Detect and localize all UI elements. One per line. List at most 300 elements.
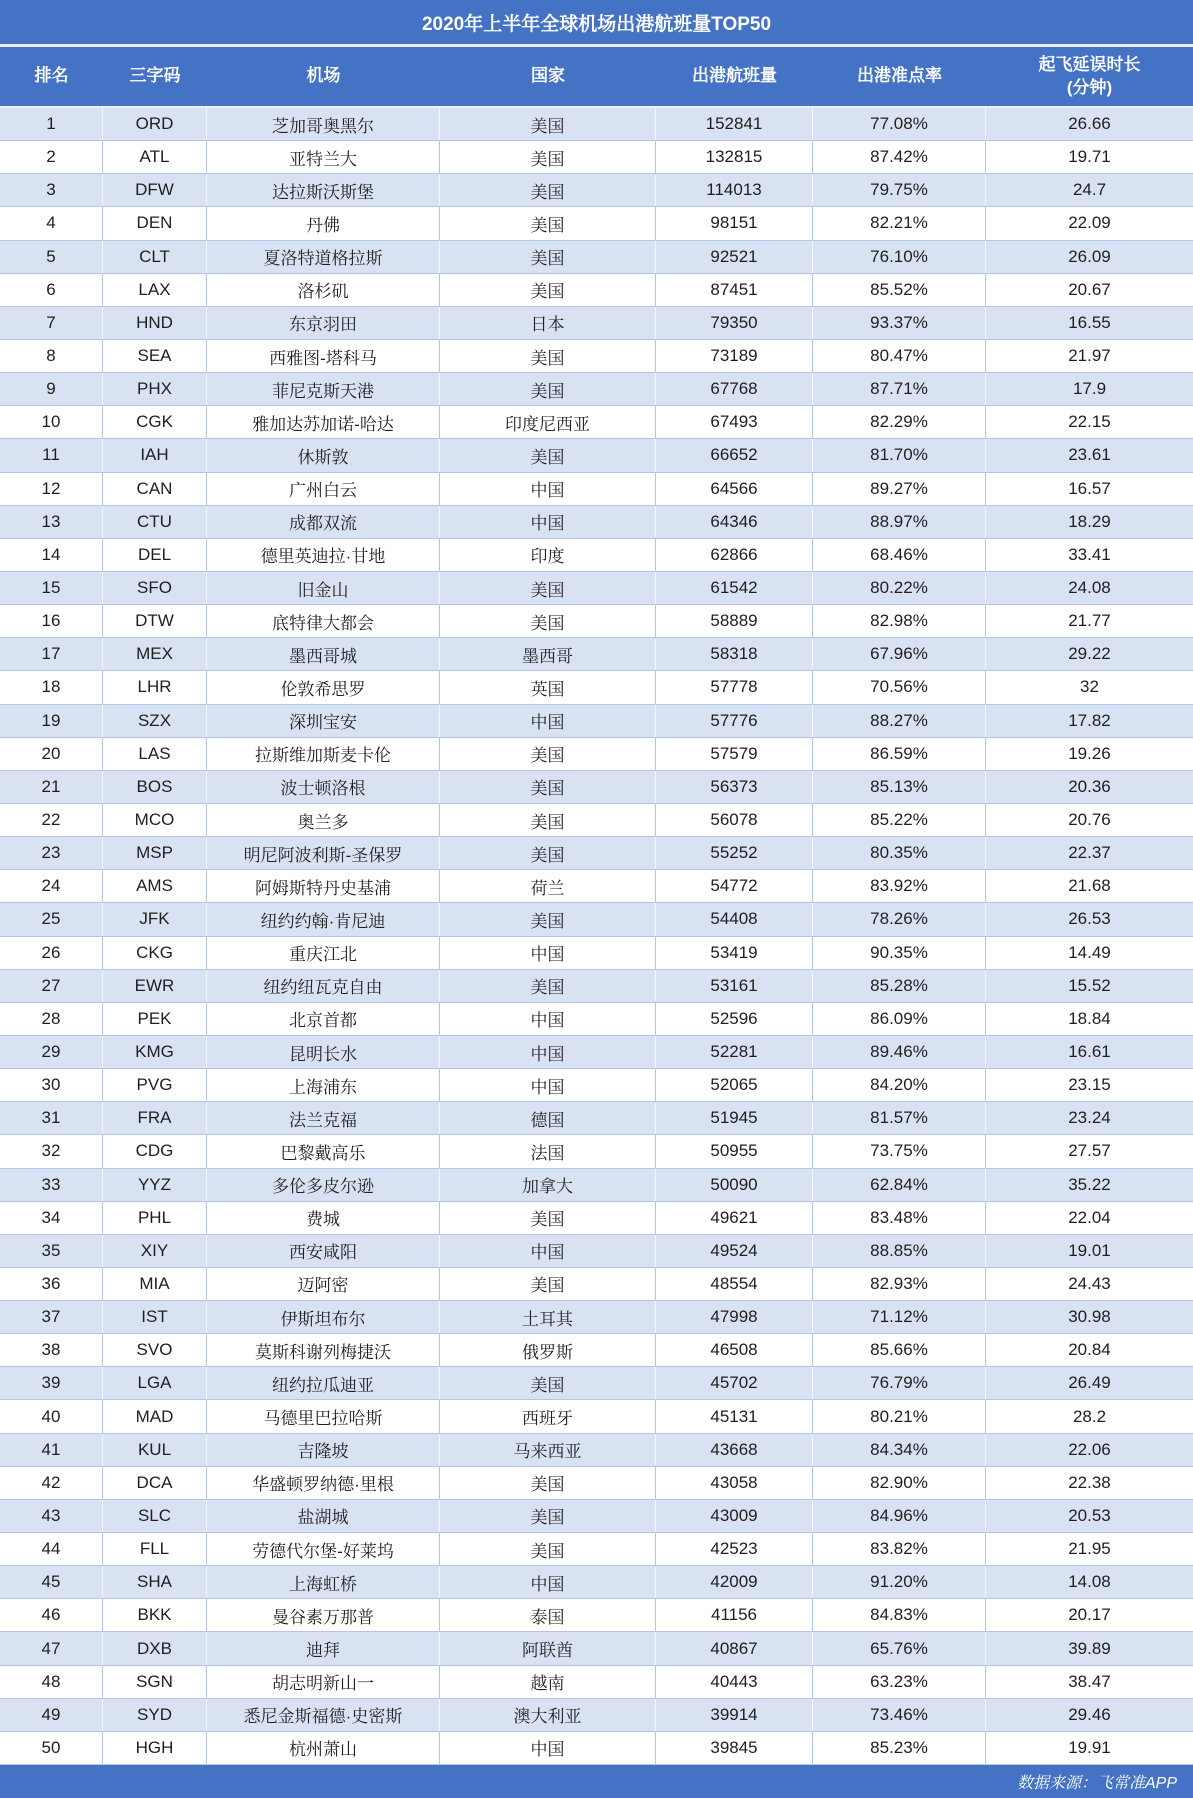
cell-code: DEN [103, 207, 207, 239]
col-rank [0, 47, 103, 106]
cell-delay: 24.08 [1068, 578, 1111, 598]
cell-ontime: 80.35% [813, 837, 986, 869]
table-row [0, 439, 1193, 472]
cell-ontime: 81.70% [813, 439, 986, 471]
cell-rank: 16 [0, 605, 103, 637]
cell-airport: 奥兰多 [207, 804, 440, 836]
cell-rank: 41 [0, 1434, 103, 1466]
table-row [0, 406, 1193, 439]
cell-flights: 66652 [656, 439, 813, 471]
cell-rank: 45 [0, 1566, 103, 1598]
cell-delay: 19.91 [1068, 1737, 1111, 1757]
cell-country: 土耳其 [440, 1301, 656, 1333]
cell-ontime: 88.27% [813, 705, 986, 737]
cell-ontime: 73.75% [813, 1135, 986, 1167]
cell-delay: 35.22 [1068, 1174, 1111, 1194]
table-row [0, 373, 1193, 406]
cell-ontime: 88.97% [813, 506, 986, 538]
table-row [0, 1566, 1193, 1599]
cell-delay: 29.46 [1068, 1704, 1111, 1724]
cell-rank: 35 [0, 1235, 103, 1267]
cell-code: SFO [103, 572, 207, 604]
table-row [0, 1301, 1193, 1334]
cell-airport: 纽约约翰·肯尼迪 [207, 903, 440, 935]
cell-ontime: 63.23% [813, 1666, 986, 1698]
cell-rank: 50 [0, 1732, 103, 1764]
table-row [0, 837, 1193, 870]
cell-country: 中国 [440, 1003, 656, 1035]
cell-flights: 64566 [656, 473, 813, 505]
cell-rank: 34 [0, 1202, 103, 1234]
cell-country: 阿联酋 [440, 1632, 656, 1664]
cell-flights: 53161 [656, 970, 813, 1002]
cell-flights: 56373 [656, 771, 813, 803]
cell-country: 加拿大 [440, 1169, 656, 1201]
cell-rank: 46 [0, 1599, 103, 1631]
cell-ontime: 62.84% [813, 1169, 986, 1201]
cell-flights: 79350 [656, 307, 813, 339]
table-row [0, 1036, 1193, 1069]
table-header-row [0, 47, 1193, 108]
cell-rank: 29 [0, 1036, 103, 1068]
cell-country: 日本 [440, 307, 656, 339]
cell-flights: 49524 [656, 1235, 813, 1267]
cell-code: SEA [103, 340, 207, 372]
cell-flights: 67493 [656, 406, 813, 438]
cell-ontime: 82.21% [813, 207, 986, 239]
cell-rank: 7 [0, 307, 103, 339]
cell-ontime: 77.08% [813, 108, 986, 140]
cell-country: 美国 [440, 340, 656, 372]
table-row [0, 274, 1193, 307]
cell-rank: 14 [0, 539, 103, 571]
cell-code: HND [103, 307, 207, 339]
cell-airport: 迪拜 [207, 1632, 440, 1664]
cell-airport: 休斯敦 [207, 439, 440, 471]
table-row [0, 1732, 1193, 1765]
table-row [0, 1268, 1193, 1301]
cell-code: SHA [103, 1566, 207, 1598]
cell-rank: 23 [0, 837, 103, 869]
cell-ontime: 93.37% [813, 307, 986, 339]
cell-code: SLC [103, 1500, 207, 1532]
cell-airport: 华盛顿罗纳德·里根 [207, 1467, 440, 1499]
cell-airport: 纽约纽瓦克自由 [207, 970, 440, 1002]
cell-code: LHR [103, 671, 207, 703]
cell-flights: 57579 [656, 738, 813, 770]
cell-code: LAX [103, 274, 207, 306]
cell-country: 美国 [440, 738, 656, 770]
cell-airport: 盐湖城 [207, 1500, 440, 1532]
cell-airport: 曼谷素万那普 [207, 1599, 440, 1631]
cell-airport: 法兰克福 [207, 1102, 440, 1134]
table-row [0, 804, 1193, 837]
cell-country: 美国 [440, 108, 656, 140]
cell-delay: 18.29 [1068, 511, 1111, 531]
cell-rank: 43 [0, 1500, 103, 1532]
cell-code: KUL [103, 1434, 207, 1466]
cell-ontime: 82.93% [813, 1268, 986, 1300]
cell-code: FRA [103, 1102, 207, 1134]
cell-code: MIA [103, 1268, 207, 1300]
cell-flights: 73189 [656, 340, 813, 372]
cell-ontime: 82.29% [813, 406, 986, 438]
cell-airport: 旧金山 [207, 572, 440, 604]
cell-airport: 重庆江北 [207, 937, 440, 969]
cell-airport: 悉尼金斯福德·史密斯 [207, 1699, 440, 1731]
cell-country: 美国 [440, 1500, 656, 1532]
cell-country: 中国 [440, 937, 656, 969]
table-row [0, 605, 1193, 638]
cell-country: 美国 [440, 970, 656, 1002]
cell-rank: 13 [0, 506, 103, 538]
cell-country: 中国 [440, 473, 656, 505]
cell-ontime: 89.46% [813, 1036, 986, 1068]
table-row [0, 241, 1193, 274]
cell-delay: 33.41 [1068, 544, 1111, 564]
page-title: 2020年上半年全球机场出港航班量TOP50 [0, 0, 1193, 47]
cell-airport: 伊斯坦布尔 [207, 1301, 440, 1333]
table-row [0, 970, 1193, 1003]
cell-country: 美国 [440, 207, 656, 239]
cell-country: 法国 [440, 1135, 656, 1167]
cell-ontime: 68.46% [813, 539, 986, 571]
cell-rank: 25 [0, 903, 103, 935]
cell-country: 美国 [440, 1268, 656, 1300]
cell-delay: 22.38 [1068, 1472, 1111, 1492]
cell-country: 印度 [440, 539, 656, 571]
cell-ontime: 80.22% [813, 572, 986, 604]
cell-rank: 18 [0, 671, 103, 703]
table-row [0, 870, 1193, 903]
footer-bar [0, 1765, 1193, 1798]
table-row [0, 738, 1193, 771]
cell-airport: 达拉斯沃斯堡 [207, 174, 440, 206]
cell-airport: 多伦多皮尔逊 [207, 1169, 440, 1201]
cell-flights: 58889 [656, 605, 813, 637]
cell-ontime: 89.27% [813, 473, 986, 505]
cell-ontime: 85.13% [813, 771, 986, 803]
cell-airport: 东京羽田 [207, 307, 440, 339]
cell-country: 泰国 [440, 1599, 656, 1631]
cell-flights: 42523 [656, 1533, 813, 1565]
cell-airport: 成都双流 [207, 506, 440, 538]
col-delay-sublabel: (分钟) [1066, 77, 1113, 97]
cell-code: DEL [103, 539, 207, 571]
col-ontime [813, 47, 986, 106]
cell-airport: 纽约拉瓜迪亚 [207, 1367, 440, 1399]
cell-rank: 19 [0, 705, 103, 737]
cell-delay: 21.68 [1068, 876, 1111, 896]
cell-flights: 43058 [656, 1467, 813, 1499]
cell-ontime: 82.90% [813, 1467, 986, 1499]
cell-ontime: 80.21% [813, 1400, 986, 1432]
cell-delay: 23.15 [1068, 1075, 1111, 1095]
cell-flights: 40867 [656, 1632, 813, 1664]
cell-delay: 20.84 [1068, 1340, 1111, 1360]
col-delay-label: 起飞延误时长 [1038, 54, 1141, 74]
cell-airport: 迈阿密 [207, 1268, 440, 1300]
table-row [0, 1202, 1193, 1235]
cell-code: XIY [103, 1235, 207, 1267]
cell-code: JFK [103, 903, 207, 935]
cell-delay: 14.49 [1068, 942, 1111, 962]
cell-country: 中国 [440, 1732, 656, 1764]
cell-delay: 26.66 [1068, 114, 1111, 134]
cell-delay: 16.61 [1068, 1042, 1111, 1061]
table-row [0, 572, 1193, 605]
cell-delay: 24.7 [1072, 180, 1107, 200]
cell-ontime: 79.75% [813, 174, 986, 206]
cell-code: LAS [103, 738, 207, 770]
cell-delay: 20.36 [1068, 776, 1111, 796]
cell-flights: 57776 [656, 705, 813, 737]
cell-delay: 21.97 [1068, 346, 1111, 366]
cell-delay: 19.26 [1068, 743, 1111, 763]
cell-country: 美国 [440, 241, 656, 273]
cell-airport: 北京首都 [207, 1003, 440, 1035]
cell-rank: 6 [0, 274, 103, 306]
cell-ontime: 91.20% [813, 1566, 986, 1598]
cell-airport: 墨西哥城 [207, 638, 440, 670]
col-rank-label: 排名 [34, 66, 69, 86]
cell-airport: 吉隆坡 [207, 1434, 440, 1466]
cell-flights: 52065 [656, 1069, 813, 1101]
table-row [0, 1400, 1193, 1433]
cell-code: CLT [103, 241, 207, 273]
table-row [0, 1367, 1193, 1400]
cell-delay: 38.47 [1068, 1671, 1111, 1691]
cell-rank: 15 [0, 572, 103, 604]
cell-flights: 92521 [656, 241, 813, 273]
cell-flights: 61542 [656, 572, 813, 604]
cell-ontime: 84.96% [813, 1500, 986, 1532]
table-row [0, 771, 1193, 804]
cell-rank: 12 [0, 473, 103, 505]
cell-delay: 26.53 [1068, 909, 1111, 929]
cell-code: DXB [103, 1632, 207, 1664]
cell-ontime: 82.98% [813, 605, 986, 637]
cell-rank: 2 [0, 141, 103, 173]
cell-code: ORD [103, 108, 207, 140]
cell-flights: 43668 [656, 1434, 813, 1466]
cell-delay: 20.53 [1068, 1505, 1111, 1525]
cell-country: 印度尼西亚 [440, 406, 656, 438]
cell-code: KMG [103, 1036, 207, 1068]
cell-rank: 1 [0, 108, 103, 140]
cell-country: 美国 [440, 174, 656, 206]
cell-airport: 莫斯科谢列梅捷沃 [207, 1334, 440, 1366]
cell-ontime: 80.47% [813, 340, 986, 372]
cell-delay: 23.61 [1068, 445, 1111, 465]
cell-flights: 48554 [656, 1268, 813, 1300]
cell-delay: 16.57 [1068, 478, 1111, 498]
cell-airport: 马德里巴拉哈斯 [207, 1400, 440, 1432]
cell-airport: 昆明长水 [207, 1036, 440, 1068]
cell-code: CGK [103, 406, 207, 438]
cell-country: 荷兰 [440, 870, 656, 902]
cell-delay: 23.24 [1068, 1108, 1111, 1128]
cell-ontime: 85.23% [813, 1732, 986, 1764]
cell-rank: 49 [0, 1699, 103, 1731]
cell-code: MEX [103, 638, 207, 670]
cell-flights: 52596 [656, 1003, 813, 1035]
cell-rank: 11 [0, 439, 103, 471]
col-airport-label: 机场 [306, 66, 341, 86]
cell-country: 中国 [440, 1036, 656, 1068]
cell-rank: 48 [0, 1666, 103, 1698]
cell-country: 美国 [440, 837, 656, 869]
col-code [103, 47, 207, 106]
cell-rank: 31 [0, 1102, 103, 1134]
cell-code: BKK [103, 1599, 207, 1631]
cell-country: 俄罗斯 [440, 1334, 656, 1366]
cell-country: 美国 [440, 903, 656, 935]
cell-code: SYD [103, 1699, 207, 1731]
cell-delay: 19.01 [1068, 1240, 1111, 1260]
cell-delay: 26.09 [1068, 246, 1111, 266]
cell-rank: 8 [0, 340, 103, 372]
cell-code: SGN [103, 1666, 207, 1698]
cell-flights: 87451 [656, 274, 813, 306]
cell-airport: 底特律大都会 [207, 605, 440, 637]
cell-code: DCA [103, 1467, 207, 1499]
cell-airport: 明尼阿波利斯-圣保罗 [207, 837, 440, 869]
table-row [0, 937, 1193, 970]
table-row [0, 1334, 1193, 1367]
cell-rank: 10 [0, 406, 103, 438]
cell-flights: 98151 [656, 207, 813, 239]
cell-rank: 40 [0, 1400, 103, 1432]
col-ontime-label: 出港准点率 [857, 66, 942, 86]
cell-delay: 30.98 [1068, 1307, 1111, 1327]
cell-rank: 42 [0, 1467, 103, 1499]
data-source-label: 数据来源：飞常准APP [1016, 1775, 1177, 1792]
cell-delay: 17.82 [1068, 710, 1111, 730]
cell-delay: 18.84 [1068, 1008, 1111, 1028]
cell-ontime: 85.22% [813, 804, 986, 836]
table-row [0, 1533, 1193, 1566]
cell-ontime: 85.52% [813, 274, 986, 306]
cell-airport: 雅加达苏加诺-哈达 [207, 406, 440, 438]
cell-country: 美国 [440, 439, 656, 471]
col-delay [986, 47, 1193, 106]
cell-rank: 38 [0, 1334, 103, 1366]
cell-code: FLL [103, 1533, 207, 1565]
cell-ontime: 67.96% [813, 638, 986, 670]
table-row [0, 473, 1193, 506]
cell-code: MCO [103, 804, 207, 836]
table-row [0, 1135, 1193, 1168]
cell-airport: 亚特兰大 [207, 141, 440, 173]
cell-code: DTW [103, 605, 207, 637]
cell-airport: 杭州萧山 [207, 1732, 440, 1764]
table-row [0, 207, 1193, 240]
table-row [0, 1699, 1193, 1732]
cell-ontime: 86.09% [813, 1003, 986, 1035]
cell-airport: 菲尼克斯天港 [207, 373, 440, 405]
cell-country: 美国 [440, 141, 656, 173]
col-country-label: 国家 [531, 66, 565, 86]
table-row [0, 1235, 1193, 1268]
cell-ontime: 84.83% [813, 1599, 986, 1631]
cell-code: BOS [103, 771, 207, 803]
cell-flights: 40443 [656, 1666, 813, 1698]
cell-ontime: 88.85% [813, 1235, 986, 1267]
cell-delay: 21.77 [1068, 611, 1111, 631]
cell-ontime: 65.76% [813, 1632, 986, 1664]
cell-airport: 广州白云 [207, 473, 440, 505]
cell-ontime: 84.20% [813, 1069, 986, 1101]
cell-rank: 4 [0, 207, 103, 239]
cell-airport: 西雅图-塔科马 [207, 340, 440, 372]
cell-flights: 39914 [656, 1699, 813, 1731]
cell-rank: 3 [0, 174, 103, 206]
cell-ontime: 87.42% [813, 141, 986, 173]
cell-flights: 114013 [656, 174, 813, 206]
cell-airport: 夏洛特道格拉斯 [207, 241, 440, 273]
table-row [0, 1500, 1193, 1533]
cell-code: PVG [103, 1069, 207, 1101]
cell-code: LGA [103, 1367, 207, 1399]
cell-flights: 45702 [656, 1367, 813, 1399]
cell-flights: 52281 [656, 1036, 813, 1068]
table-row [0, 108, 1193, 141]
cell-flights: 45131 [656, 1400, 813, 1432]
cell-country: 英国 [440, 671, 656, 703]
col-flights-label: 出港航班量 [692, 66, 777, 86]
cell-code: CAN [103, 473, 207, 505]
cell-flights: 49621 [656, 1202, 813, 1234]
cell-rank: 47 [0, 1632, 103, 1664]
cell-code: PEK [103, 1003, 207, 1035]
cell-ontime: 85.66% [813, 1334, 986, 1366]
cell-delay: 16.55 [1068, 312, 1111, 332]
cell-code: CKG [103, 937, 207, 969]
cell-country: 中国 [440, 1235, 656, 1267]
table-row [0, 638, 1193, 671]
cell-country: 美国 [440, 804, 656, 836]
cell-country: 美国 [440, 274, 656, 306]
cell-rank: 28 [0, 1003, 103, 1035]
cell-flights: 54772 [656, 870, 813, 902]
cell-delay: 22.15 [1068, 412, 1111, 432]
cell-ontime: 73.46% [813, 1699, 986, 1731]
cell-code: PHX [103, 373, 207, 405]
cell-rank: 17 [0, 638, 103, 670]
cell-code: HGH [103, 1732, 207, 1764]
table-row [0, 1102, 1193, 1135]
cell-code: IST [103, 1301, 207, 1333]
cell-code: ATL [103, 141, 207, 173]
col-flights [656, 47, 813, 106]
cell-flights: 57778 [656, 671, 813, 703]
cell-rank: 5 [0, 241, 103, 273]
table-row [0, 671, 1193, 704]
cell-ontime: 70.56% [813, 671, 986, 703]
table-row [0, 1467, 1193, 1500]
cell-delay: 27.57 [1068, 1141, 1111, 1161]
table-row [0, 1169, 1193, 1202]
table-row [0, 1666, 1193, 1699]
cell-country: 西班牙 [440, 1400, 656, 1432]
cell-airport: 阿姆斯特丹史基浦 [207, 870, 440, 902]
cell-ontime: 83.92% [813, 870, 986, 902]
cell-airport: 拉斯维加斯麦卡伦 [207, 738, 440, 770]
col-country [440, 47, 656, 106]
cell-flights: 53419 [656, 937, 813, 969]
cell-rank: 26 [0, 937, 103, 969]
